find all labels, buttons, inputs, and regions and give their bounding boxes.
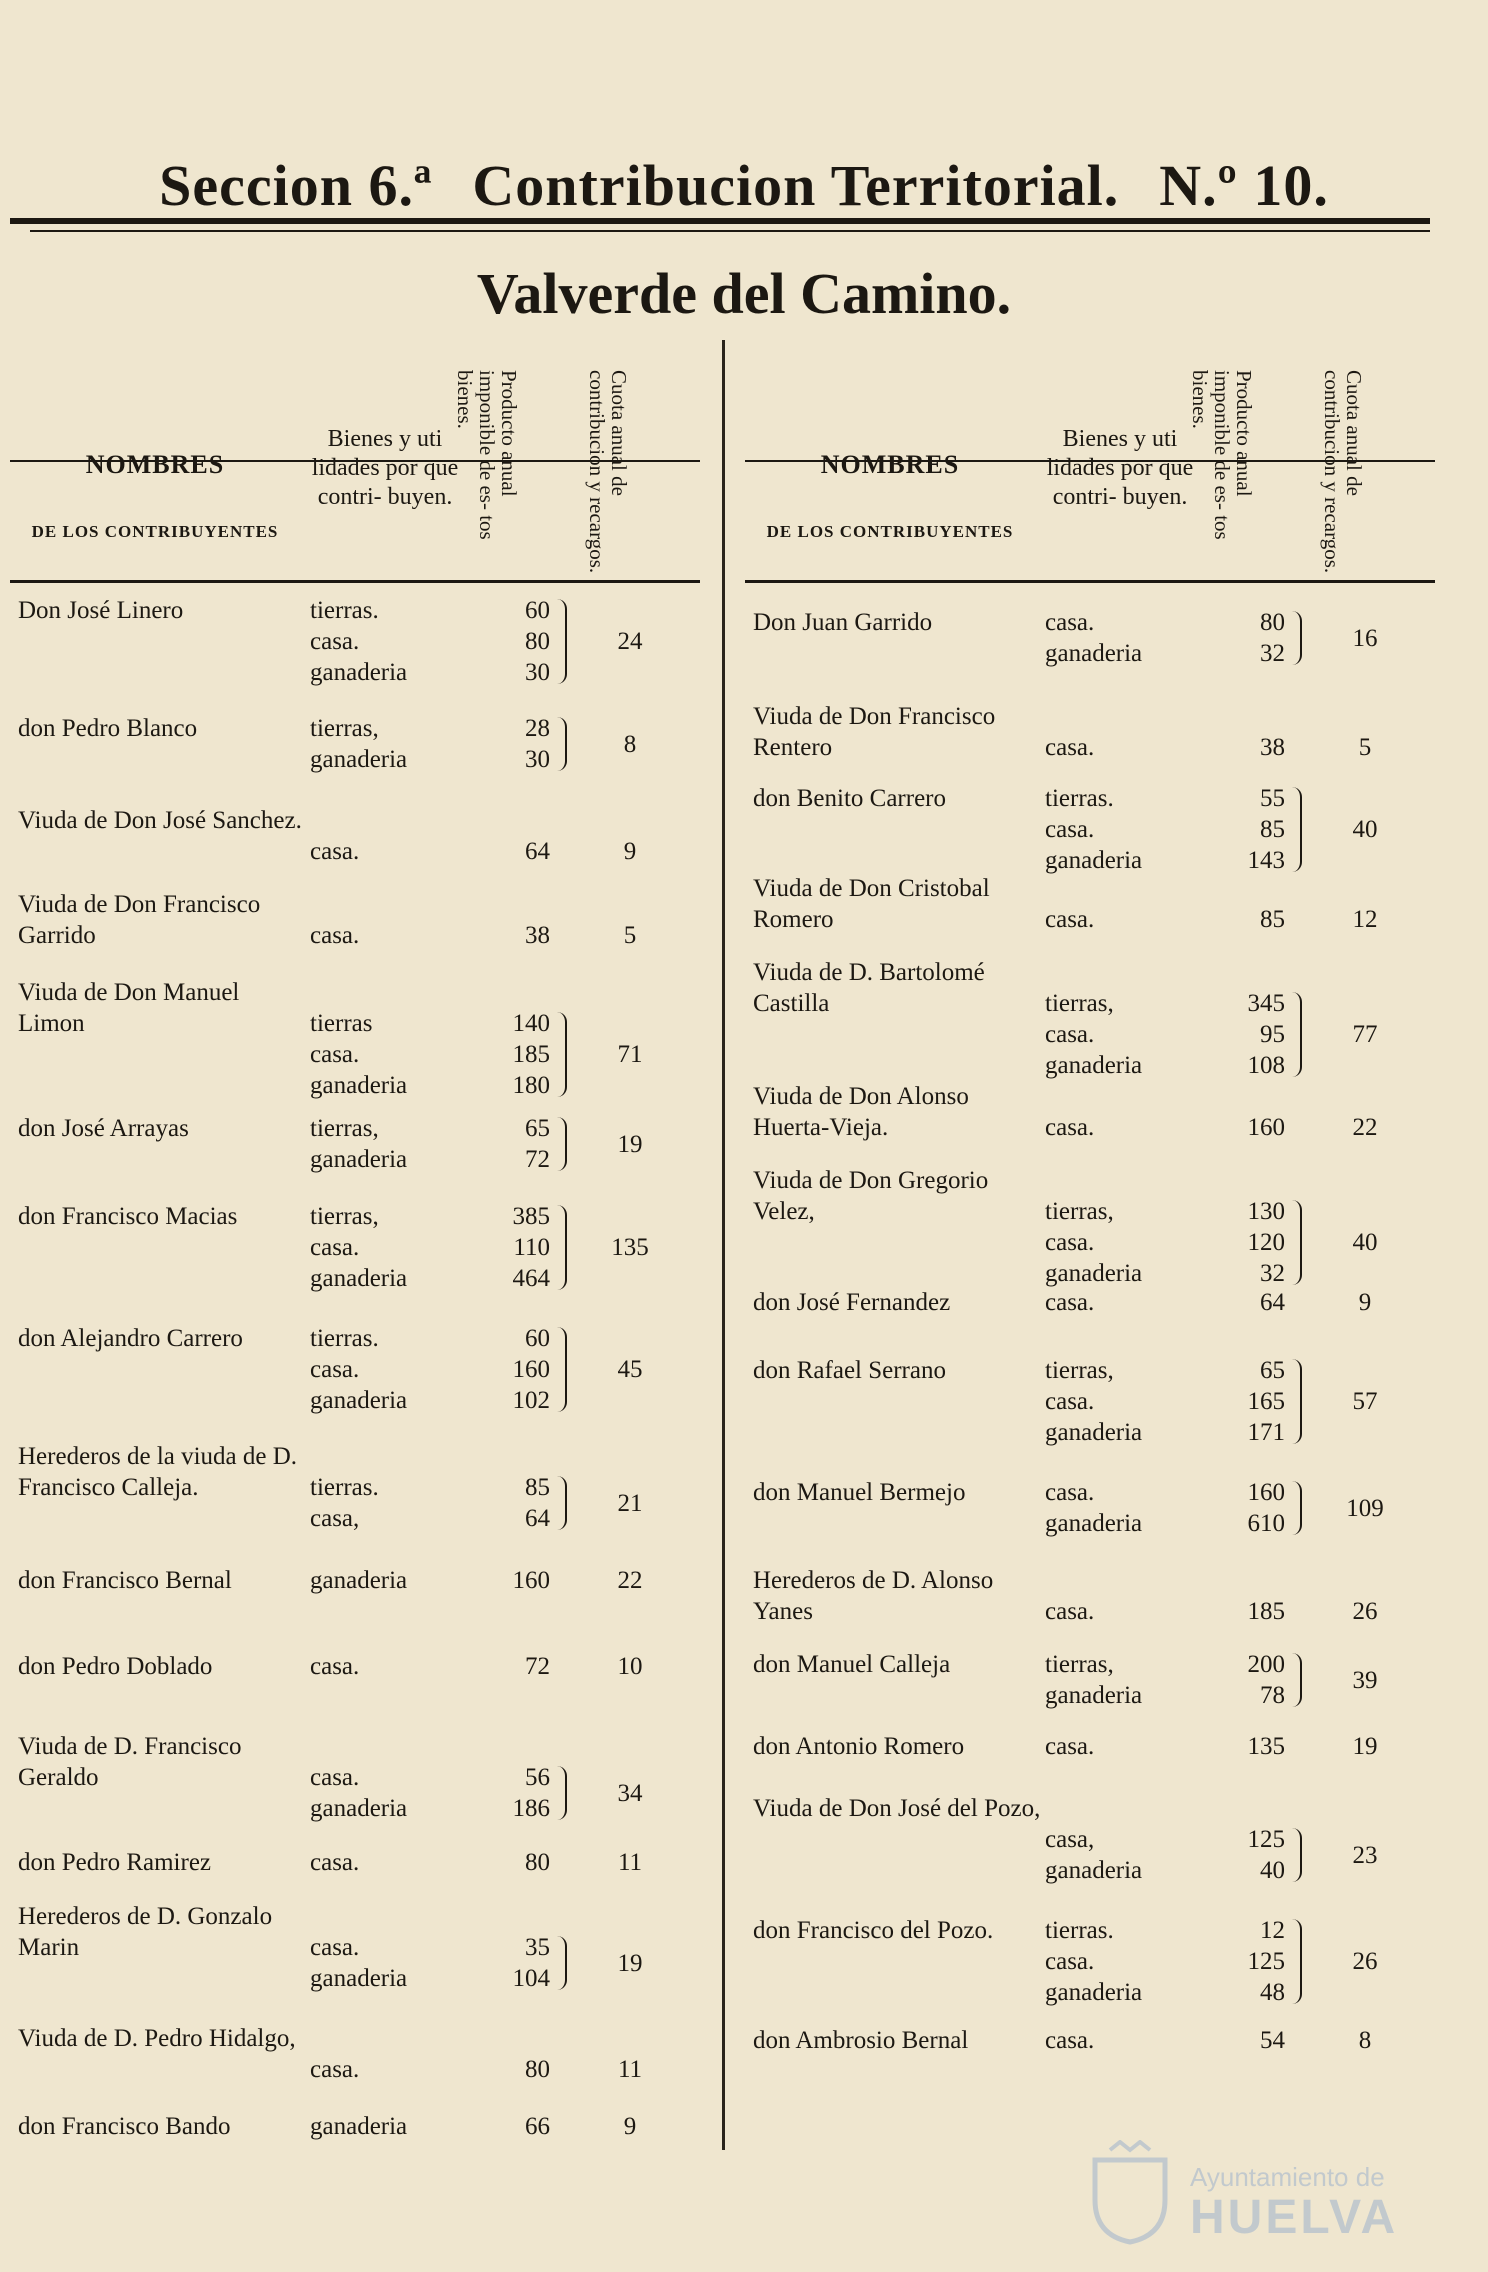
watermark-line1: Ayuntamiento de xyxy=(1190,2162,1385,2192)
property-value: 12 xyxy=(1260,1917,1285,1944)
annual-quota: 8 xyxy=(623,730,637,758)
annual-quota: 19 xyxy=(617,1130,643,1158)
property-type: tierras, xyxy=(1045,1198,1114,1225)
property-type: tierras xyxy=(310,1010,373,1037)
property-value: 48 xyxy=(1260,1979,1285,2006)
brace xyxy=(1290,787,1302,872)
property-type: tierras, xyxy=(310,1203,379,1230)
header-rule xyxy=(10,218,1430,224)
property-type: casa. xyxy=(1045,1479,1095,1506)
annual-quota: 21 xyxy=(617,1489,643,1517)
property-value: 80 xyxy=(525,1849,550,1876)
right-column xyxy=(745,330,1435,2054)
brace xyxy=(555,1117,567,1171)
brace xyxy=(555,1766,567,1820)
header-contribuyentes: DE LOS CONTRIBUYENTES xyxy=(766,522,1014,541)
contributor-name: Herederos de la viuda de D. Francisco Calleja. xyxy=(18,1443,298,1501)
property-type: tierras, xyxy=(310,1115,379,1142)
brace xyxy=(1290,992,1302,1077)
property-value: 345 xyxy=(1247,990,1285,1017)
property-type: casa. xyxy=(310,1849,360,1876)
annual-quota: 19 xyxy=(1352,1733,1378,1760)
watermark-line2: HUELVA xyxy=(1190,2191,1399,2244)
contributor-name: Don Juan Garrido xyxy=(753,609,933,636)
property-type: ganaderia xyxy=(310,1965,408,1992)
contributor-name: don Pedro Doblado xyxy=(18,1653,213,1680)
annual-quota: 77 xyxy=(1352,1021,1378,1048)
property-value: 140 xyxy=(512,1010,550,1037)
annual-quota: 9 xyxy=(1358,1289,1372,1316)
property-value: 185 xyxy=(1247,1598,1285,1625)
property-type: ganaderia xyxy=(310,1265,408,1292)
property-type: ganaderia xyxy=(1045,1857,1143,1884)
contributor-name: don José Fernandez xyxy=(753,1289,951,1316)
contributor-name: Viuda de D. Francisco Geraldo xyxy=(18,1733,242,1791)
contributor-name: don Manuel Bermejo xyxy=(753,1479,966,1506)
brace xyxy=(1290,1481,1302,1535)
property-value: 78 xyxy=(1260,1682,1285,1709)
annual-quota: 9 xyxy=(623,838,637,865)
contributor-name: don Pedro Blanco xyxy=(18,715,198,742)
property-type: tierras, xyxy=(1045,1651,1114,1678)
property-value: 64 xyxy=(525,838,550,865)
property-type: casa. xyxy=(1045,1114,1095,1141)
annual-quota: 5 xyxy=(623,922,637,949)
property-type: ganaderia xyxy=(1045,1260,1143,1287)
coat-of-arms-icon xyxy=(1085,2140,1175,2245)
annual-quota: 71 xyxy=(617,1041,643,1068)
contributor-name: Viuda de D. Bartolomé Castilla xyxy=(753,959,985,1017)
property-type: casa. xyxy=(1045,1948,1095,1975)
contributor-name: don Francisco Bernal xyxy=(18,1567,232,1594)
annual-quota: 22 xyxy=(617,1567,643,1594)
annual-quota: 45 xyxy=(617,1356,643,1383)
property-value: 610 xyxy=(1247,1510,1285,1537)
contributor-name: Viuda de Don José del Pozo, xyxy=(753,1795,1041,1822)
property-value: 72 xyxy=(525,1146,550,1173)
property-value: 160 xyxy=(1247,1479,1285,1506)
annual-quota: 23 xyxy=(1352,1841,1378,1869)
annual-quota: 26 xyxy=(1352,1948,1378,1975)
header-nombres: NOMBRES xyxy=(85,450,225,479)
property-value: 160 xyxy=(1247,1114,1285,1141)
property-type: casa. xyxy=(310,922,360,949)
property-type: casa. xyxy=(1045,1733,1095,1760)
watermark xyxy=(1080,2140,1460,2250)
property-type: casa. xyxy=(1045,1229,1095,1256)
header-producto: Producto anual imponible de es- tos bienes. xyxy=(1188,370,1256,540)
property-type: tierras. xyxy=(1045,785,1114,812)
property-type: casa. xyxy=(310,1356,360,1383)
property-value: 80 xyxy=(525,2056,550,2083)
property-value: 60 xyxy=(525,597,550,624)
contributor-name: Viuda de Don Manuel Limon xyxy=(18,979,240,1037)
property-type: casa. xyxy=(310,2056,360,2083)
property-type: ganaderia xyxy=(310,1072,408,1099)
property-type: ganaderia xyxy=(1045,1682,1143,1709)
property-value: 64 xyxy=(1260,1289,1285,1316)
property-value: 95 xyxy=(1260,1021,1285,1048)
property-value: 65 xyxy=(525,1115,550,1142)
annual-quota: 19 xyxy=(617,1949,643,1977)
contributor-name: Viuda de Don Francisco Garrido xyxy=(18,891,261,949)
property-type: casa. xyxy=(310,1234,360,1261)
property-value: 66 xyxy=(525,2113,550,2140)
property-type: casa. xyxy=(310,628,360,655)
property-type: ganaderia xyxy=(310,1795,408,1822)
property-value: 28 xyxy=(525,715,550,742)
header-cuota: Cuota anual de contribucion y recargos. xyxy=(585,370,631,574)
property-type: tierras. xyxy=(310,1474,379,1501)
property-type: ganaderia xyxy=(310,1146,408,1173)
property-value: 32 xyxy=(1260,640,1285,667)
property-value: 54 xyxy=(1260,2027,1285,2054)
property-type: tierras. xyxy=(310,1325,379,1352)
header-producto: Producto anual imponible de es- tos bienes. xyxy=(453,370,521,540)
property-value: 102 xyxy=(512,1387,550,1414)
contributor-name: Herederos de D. Gonzalo Marin xyxy=(18,1903,273,1961)
property-type: tierras, xyxy=(310,715,379,742)
annual-quota: 9 xyxy=(623,2113,637,2140)
annual-quota: 5 xyxy=(1358,734,1372,761)
brace xyxy=(1290,611,1302,665)
property-value: 32 xyxy=(1260,1260,1285,1287)
page-title: Contribucion Territorial. xyxy=(472,152,1120,218)
property-type: casa. xyxy=(1045,816,1095,843)
contributor-name: don Rafael Serrano xyxy=(753,1357,946,1384)
brace xyxy=(1290,1653,1302,1707)
annual-quota: 11 xyxy=(617,1849,643,1876)
property-value: 180 xyxy=(512,1072,550,1099)
annual-quota: 16 xyxy=(1352,624,1378,652)
property-value: 110 xyxy=(513,1234,550,1261)
contributor-name: Viuda de Don Alonso Huerta-Vieja. xyxy=(753,1083,969,1141)
brace xyxy=(1290,1200,1302,1285)
property-type: ganaderia xyxy=(1045,1510,1143,1537)
property-type: ganaderia xyxy=(310,746,408,773)
property-value: 80 xyxy=(525,628,550,655)
property-type: casa, xyxy=(310,1505,360,1532)
annual-quota: 12 xyxy=(1352,906,1378,933)
left-column xyxy=(10,330,700,2140)
brace xyxy=(555,1327,567,1412)
left-column-header xyxy=(10,330,700,583)
property-type: tierras, xyxy=(1045,1357,1114,1384)
contributor-name: Viuda de Don Gregorio Velez, xyxy=(753,1167,989,1225)
contributor-name: don José Arrayas xyxy=(18,1115,189,1142)
property-value: 30 xyxy=(525,659,550,686)
column-divider xyxy=(722,340,725,2150)
property-type: ganaderia xyxy=(1045,1979,1143,2006)
brace xyxy=(1290,1919,1302,2004)
property-value: 185 xyxy=(512,1041,550,1068)
property-value: 38 xyxy=(1260,734,1285,761)
brace xyxy=(555,1205,567,1290)
property-type: ganaderia xyxy=(310,1387,408,1414)
property-value: 35 xyxy=(525,1934,550,1961)
contributor-name: don Alejandro Carrero xyxy=(18,1325,243,1352)
property-value: 165 xyxy=(1247,1388,1285,1415)
annual-quota: 11 xyxy=(617,2056,643,2083)
property-value: 104 xyxy=(512,1965,550,1992)
page-header xyxy=(0,140,1488,230)
annual-quota: 26 xyxy=(1352,1598,1378,1625)
annual-quota: 10 xyxy=(617,1653,643,1680)
property-value: 186 xyxy=(512,1795,550,1822)
contributor-name: don Antonio Romero xyxy=(753,1733,965,1760)
contributor-name: Viuda de D. Pedro Hidalgo, xyxy=(18,2025,296,2052)
contributor-name: don Francisco Bando xyxy=(18,2113,231,2140)
page-number: N.º 10. xyxy=(1159,152,1329,218)
town-title: Valverde del Camino. xyxy=(476,261,1012,326)
brace xyxy=(1290,1828,1302,1882)
contributor-name: don Pedro Ramirez xyxy=(18,1849,212,1876)
contributor-name: Don José Linero xyxy=(18,597,184,624)
header-nombres: NOMBRES xyxy=(820,450,960,479)
property-type: casa. xyxy=(310,1041,360,1068)
property-value: 200 xyxy=(1247,1651,1285,1678)
contributor-name: Viuda de Don Francisco Rentero xyxy=(753,703,996,761)
annual-quota: 34 xyxy=(617,1779,643,1807)
annual-quota: 40 xyxy=(1352,816,1378,843)
property-type: casa. xyxy=(1045,906,1095,933)
property-value: 120 xyxy=(1247,1229,1285,1256)
property-value: 385 xyxy=(512,1203,550,1230)
annual-quota: 22 xyxy=(1352,1114,1378,1141)
header-cuota: Cuota anual de contribucion y recargos. xyxy=(1320,370,1366,574)
annual-quota: 39 xyxy=(1352,1666,1378,1694)
property-value: 40 xyxy=(1260,1857,1285,1884)
property-value: 85 xyxy=(1260,816,1285,843)
property-value: 85 xyxy=(525,1474,550,1501)
annual-quota: 109 xyxy=(1346,1494,1384,1522)
property-type: ganaderia xyxy=(1045,640,1143,667)
property-type: ganaderia xyxy=(310,1567,408,1594)
contributor-name: Viuda de Don José Sanchez. xyxy=(18,807,302,834)
property-type: tierras. xyxy=(1045,1917,1114,1944)
contributor-name: don Francisco del Pozo. xyxy=(753,1917,994,1944)
property-type: casa. xyxy=(1045,1289,1095,1316)
property-type: ganaderia xyxy=(1045,1052,1143,1079)
property-value: 125 xyxy=(1247,1826,1285,1853)
header-bienes: Bienes y uti lidades por que contri- buyen. xyxy=(1046,426,1194,510)
contributor-name: don Manuel Calleja xyxy=(753,1651,951,1678)
property-type: ganaderia xyxy=(310,659,408,686)
property-value: 65 xyxy=(1260,1357,1285,1384)
property-value: 64 xyxy=(525,1505,550,1532)
property-value: 171 xyxy=(1247,1419,1285,1446)
property-type: casa. xyxy=(1045,734,1095,761)
annual-quota: 135 xyxy=(611,1234,649,1261)
brace xyxy=(555,599,567,684)
annual-quota: 24 xyxy=(617,628,643,655)
property-value: 30 xyxy=(525,746,550,773)
contributor-name: don Francisco Macias xyxy=(18,1203,238,1230)
property-type: ganaderia xyxy=(1045,1419,1143,1446)
brace xyxy=(555,1012,567,1097)
property-value: 125 xyxy=(1247,1948,1285,1975)
property-value: 55 xyxy=(1260,785,1285,812)
right-column-header xyxy=(745,330,1435,583)
property-type: casa. xyxy=(310,1934,360,1961)
brace xyxy=(555,1936,567,1990)
header-contribuyentes: DE LOS CONTRIBUYENTES xyxy=(31,522,279,541)
contributor-name: Viuda de Don Cristobal Romero xyxy=(753,875,990,933)
property-value: 108 xyxy=(1247,1052,1285,1079)
property-value: 60 xyxy=(525,1325,550,1352)
property-value: 143 xyxy=(1247,847,1285,874)
property-value: 80 xyxy=(1260,609,1285,636)
property-type: casa. xyxy=(1045,609,1095,636)
property-value: 130 xyxy=(1247,1198,1285,1225)
annual-quota: 8 xyxy=(1358,2027,1372,2054)
property-value: 135 xyxy=(1247,1733,1285,1760)
contributor-name: don Ambrosio Bernal xyxy=(753,2027,969,2054)
contributor-name: don Benito Carrero xyxy=(753,785,947,812)
header-bienes: Bienes y uti lidades por que contri- buyen. xyxy=(311,426,459,510)
header-rule-thin xyxy=(30,230,1430,232)
property-type: tierras, xyxy=(1045,990,1114,1017)
annual-quota: 57 xyxy=(1352,1388,1378,1415)
property-type: tierras. xyxy=(310,597,379,624)
property-value: 160 xyxy=(512,1356,550,1383)
property-value: 464 xyxy=(512,1265,550,1292)
brace xyxy=(1290,1359,1302,1444)
contributor-name: Herederos de D. Alonso Yanes xyxy=(753,1567,994,1625)
property-value: 85 xyxy=(1260,906,1285,933)
property-value: 38 xyxy=(525,922,550,949)
property-value: 72 xyxy=(525,1653,550,1680)
property-value: 160 xyxy=(512,1567,550,1594)
property-type: ganaderia xyxy=(310,2113,408,2140)
property-type: casa. xyxy=(310,1653,360,1680)
property-type: casa. xyxy=(1045,1598,1095,1625)
property-type: ganaderia xyxy=(1045,847,1143,874)
brace xyxy=(555,1476,567,1530)
property-type: casa. xyxy=(1045,1388,1095,1415)
property-value: 56 xyxy=(525,1764,550,1791)
property-type: casa. xyxy=(310,1764,360,1791)
property-type: casa. xyxy=(1045,1021,1095,1048)
annual-quota: 40 xyxy=(1352,1229,1378,1256)
property-type: casa. xyxy=(1045,2027,1095,2054)
brace xyxy=(555,717,567,771)
section-label: Seccion 6.ª xyxy=(159,152,433,218)
property-type: casa, xyxy=(1045,1826,1095,1853)
property-type: casa. xyxy=(310,838,360,865)
